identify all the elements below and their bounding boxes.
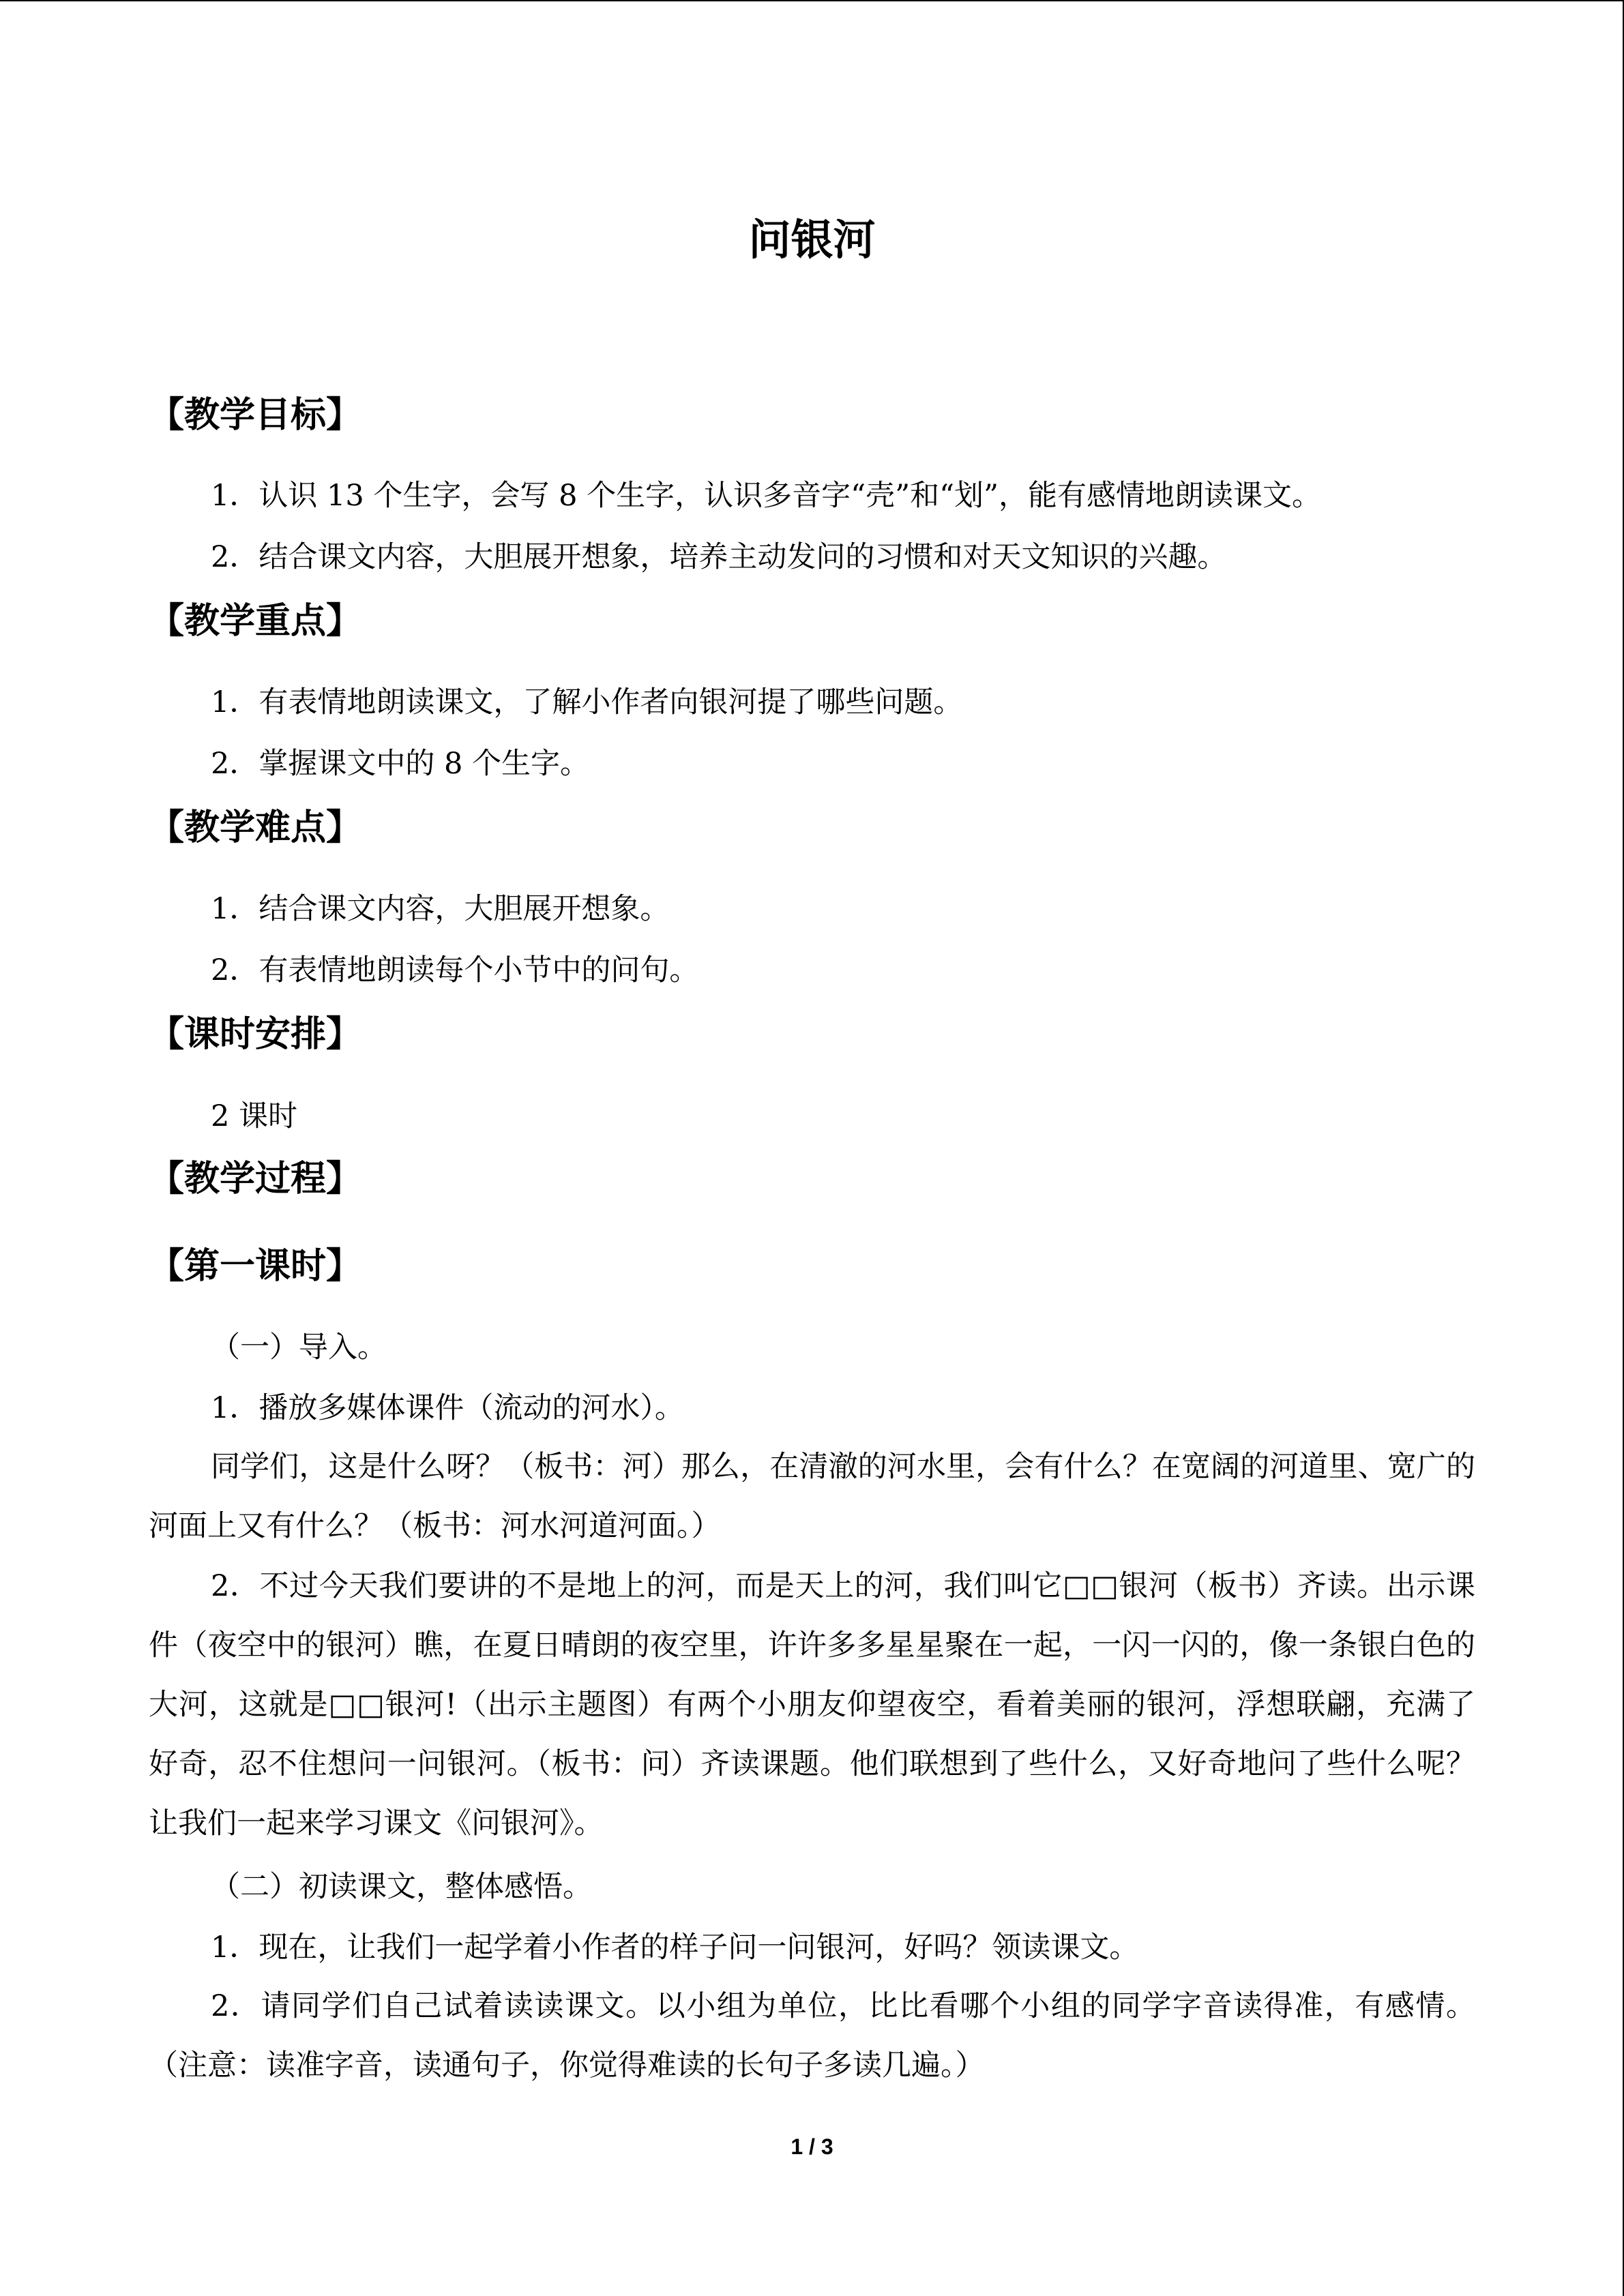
first-lesson-heading: 【第一课时】 <box>149 1246 362 1287</box>
key-points-heading: 【教学重点】 <box>149 601 362 642</box>
part1-title: （一）导入。 <box>211 1330 387 1365</box>
key-point-item-1: 1．有表情地朗读课文，了解小作者向银河提了哪些问题。 <box>211 685 963 719</box>
schedule-text: 2 课时 <box>211 1099 298 1133</box>
objective-item-1: 1．认识 13 个生字，会写 8 个生字，认识多音字“壳”和“划”，能有感情地朗读课文。 <box>211 479 1322 513</box>
process-heading: 【教学过程】 <box>149 1159 362 1199</box>
schedule-heading: 【课时安排】 <box>149 1014 362 1055</box>
objectives-heading: 【教学目标】 <box>149 395 362 436</box>
key-point-item-2: 2．掌握课文中的 8 个生字。 <box>211 747 590 781</box>
page-number: 1 / 3 <box>791 2134 833 2159</box>
difficulty-item-2: 2．有表情地朗读每个小节中的问句。 <box>211 953 699 987</box>
paragraph-3: 2．不过今天我们要讲的不是地上的河，而是天上的河，我们叫它□□银河（板书）齐读。出示课件（夜空中的银河）瞧，在夏日晴朗的夜空里，许许多多星星聚在一起，一闪一闪的，像一条银白色的大河，这就是□□银河!（出示主题图）有两个小朋友仰望夜空，看着美丽的银河，浮想联翩，充满了好奇，忍不住想问一问银河。（板书：问）齐读课题。他们联想到了些什么，又好奇地问了些什么呢？让我们一起来学习课文《问银河》。 <box>149 1569 1475 1840</box>
paragraph-4: 1．现在，让我们一起学着小作者的样子问一问银河，好吗？领读课文。 <box>211 1930 1139 1965</box>
difficulty-item-1: 1．结合课文内容，大胆展开想象。 <box>211 892 670 926</box>
paragraph-2: 同学们，这是什么呀？（板书：河）那么，在清澈的河水里，会有什么？在宽阔的河道里、宽广的河面上又有什么？（板书：河水河道河面。） <box>149 1450 1475 1543</box>
part2-title: （二）初读课文，整体感悟。 <box>211 1870 592 1904</box>
document-title: 问银河 <box>748 215 876 265</box>
difficulties-heading: 【教学难点】 <box>149 807 362 848</box>
paragraph-5: 2．请同学们自己试着读读课文。以小组为单位，比比看哪个小组的同学字音读得准，有感情。（注意：读准字音，读通句子，你觉得难读的长句子多读几遍。） <box>149 1989 1475 2083</box>
paragraph-1: 1．播放多媒体课件（流动的河水）。 <box>211 1391 684 1425</box>
objective-item-2: 2．结合课文内容，大胆展开想象，培养主动发问的习惯和对天文知识的兴趣。 <box>211 540 1227 574</box>
